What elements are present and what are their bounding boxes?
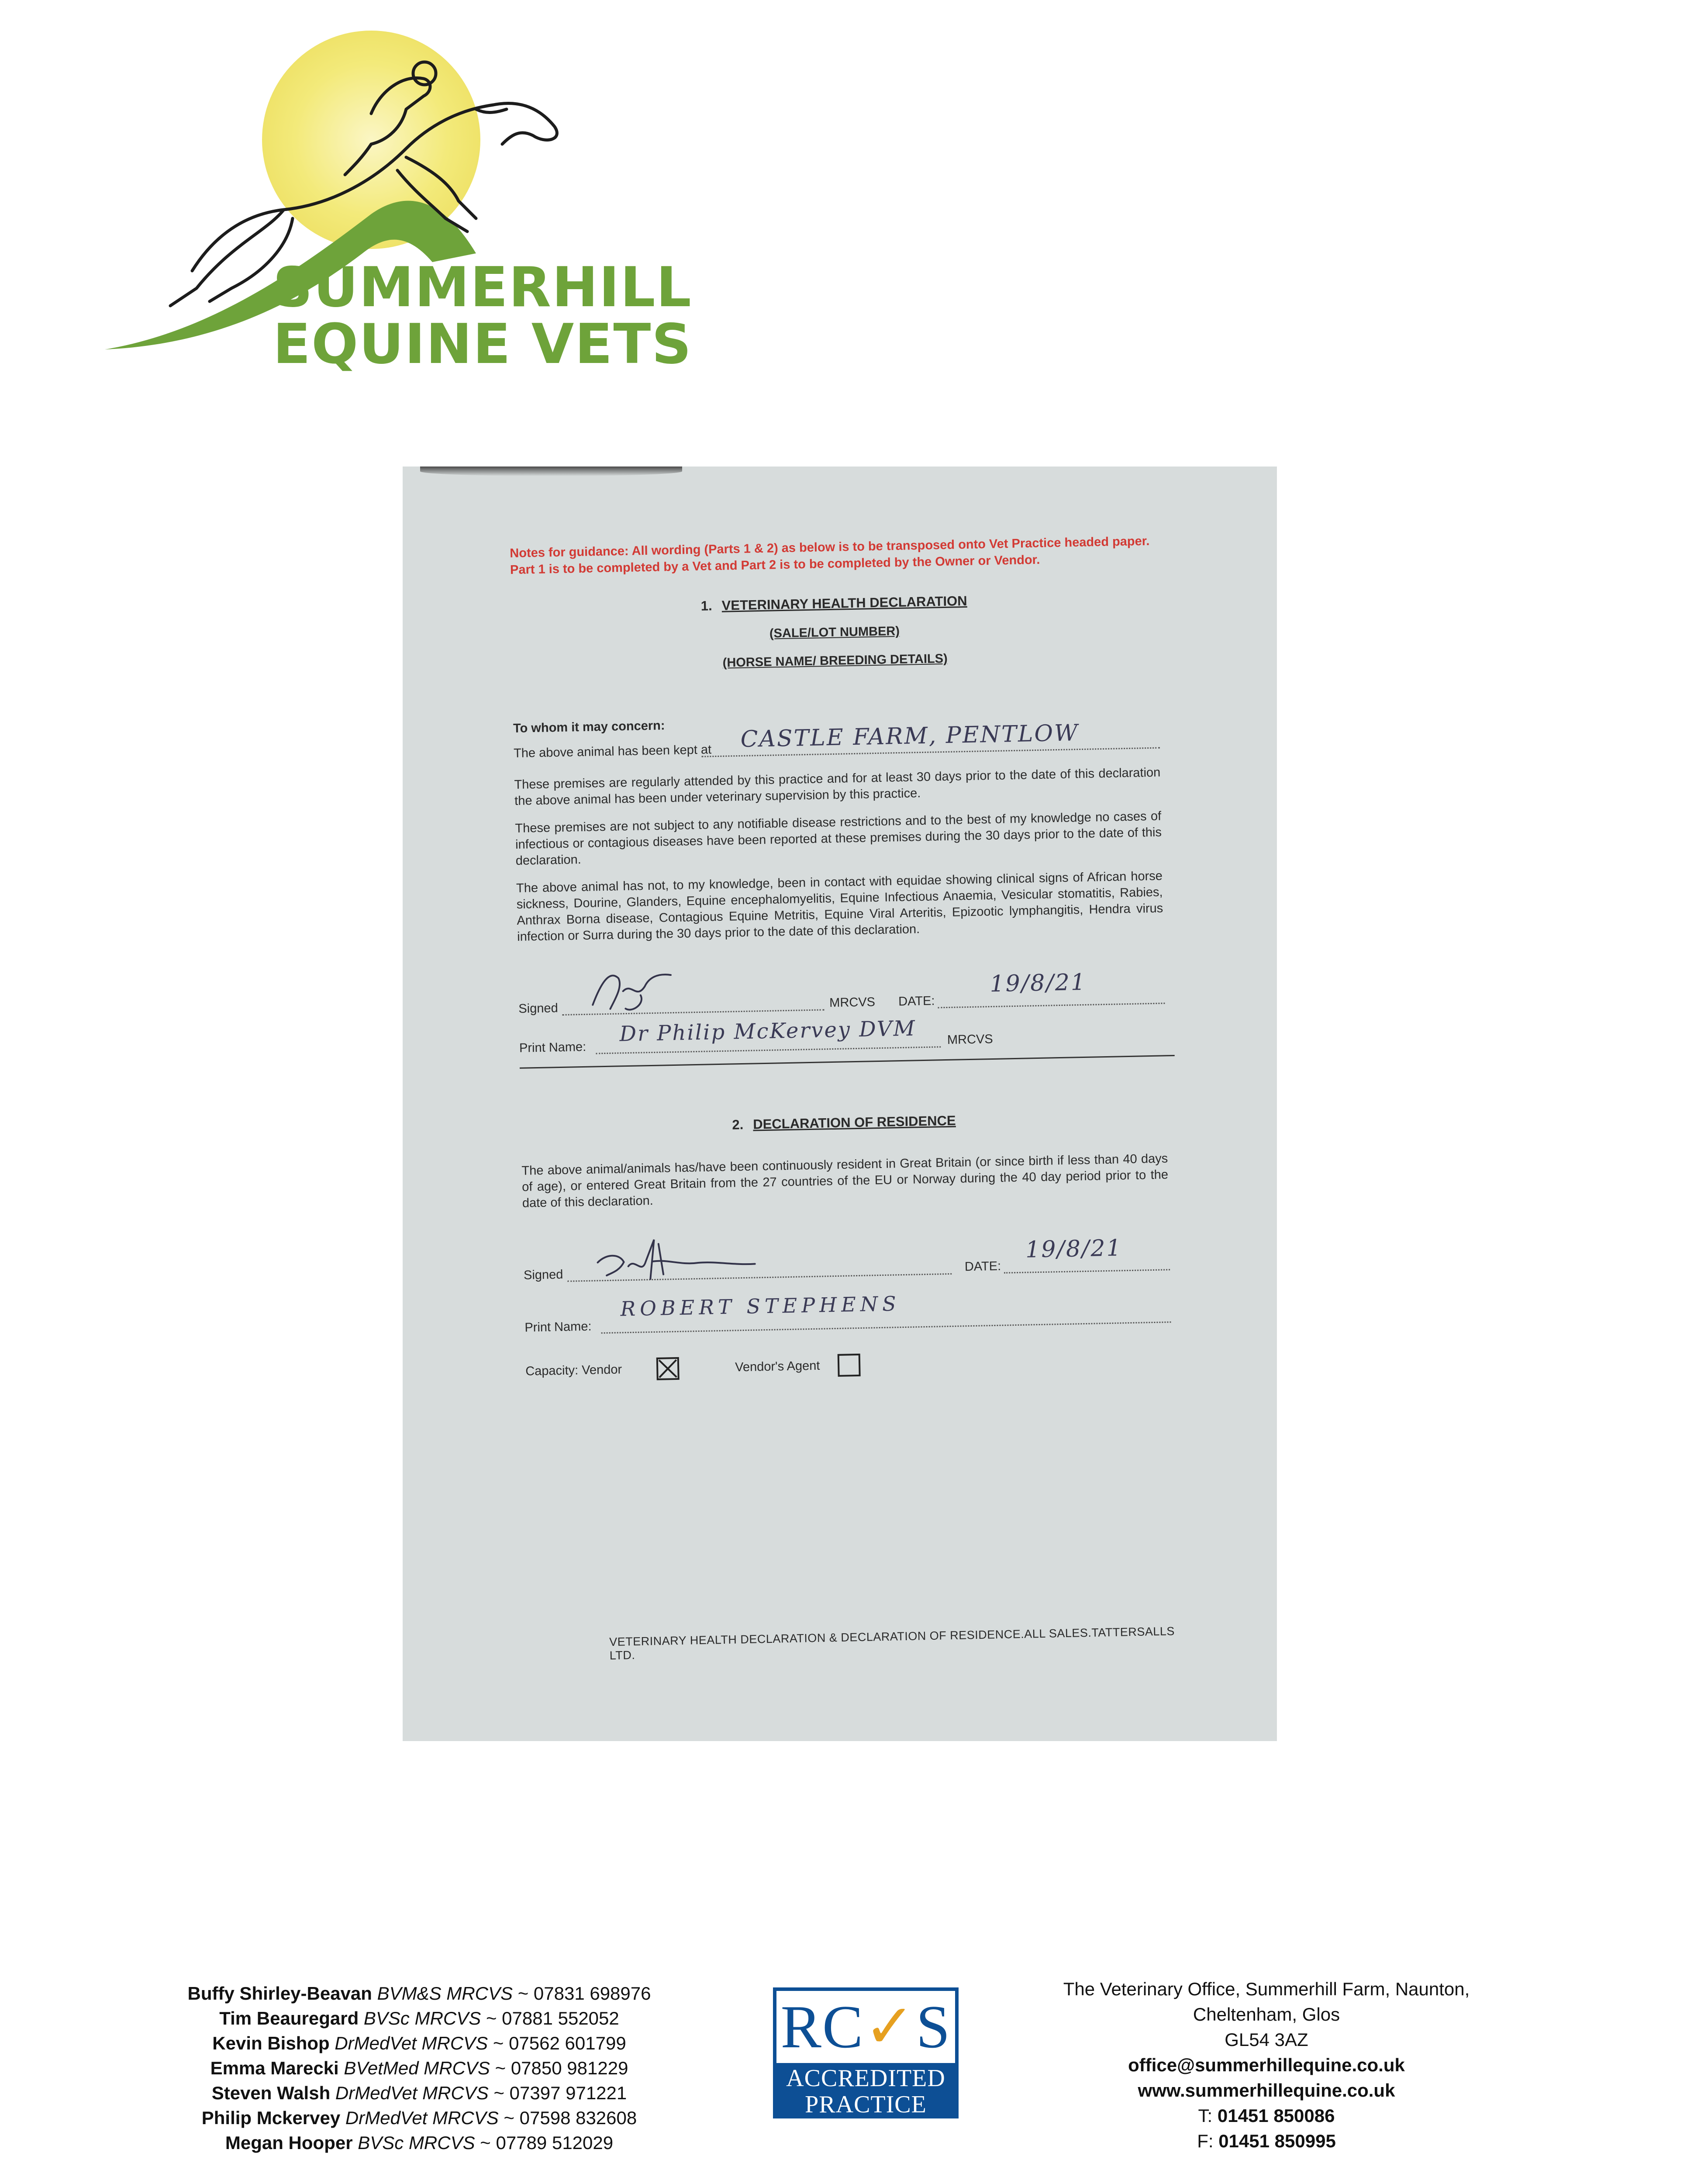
vendors-agent-checkbox[interactable] (838, 1354, 861, 1377)
vet-signature-row (518, 959, 1174, 1024)
vet-signature-image (583, 964, 680, 1018)
practice-contact (1004, 1977, 1528, 2154)
photo-edge-shadow (420, 467, 682, 476)
staff-row: Megan Hooper BVSc MRCVS ~ 07789 512029 (225, 2132, 614, 2153)
section2-title: DECLARATION OF RESIDENCE (752, 1113, 956, 1132)
owner-print-name-row (524, 1282, 1180, 1343)
kept-at-label: The above animal has been kept at (513, 743, 712, 760)
postcode: GL54 3AZ (1225, 2029, 1308, 2050)
vet-print-name-row (519, 1016, 1174, 1063)
mrcvs-label: MRCVS (829, 995, 876, 1010)
vet-date-label: DATE: (898, 994, 935, 1009)
section1-heading (511, 590, 1157, 618)
address-line-1: The Veterinary Office, Summerhill Farm, Naunton, (1063, 1979, 1470, 1999)
to-whom-it-may-concern: To whom it may concern: (513, 719, 665, 736)
fax: F: 01451 850995 (1197, 2131, 1336, 2151)
vet-print-name-value: Dr Philip McKervey DVM (619, 1016, 917, 1047)
staff-row: Steven Walsh DrMedVet MRCVS ~ 07397 971221 (211, 2083, 627, 2103)
telephone: T: 01451 850086 (1198, 2105, 1335, 2126)
section2-heading (521, 1109, 1167, 1137)
section2-number: 2. (732, 1116, 744, 1133)
scanned-declaration-photo (403, 467, 1277, 1741)
vet-date-value: 19/8/21 (989, 969, 1087, 998)
section1-number: 1. (700, 598, 712, 614)
print-name-mrcvs: MRCVS (947, 1032, 993, 1047)
staff-row: Tim Beauregard BVSc MRCVS ~ 07881 552052 (219, 2008, 619, 2028)
paragraph-supervision: These premises are regularly attended by this practice and for at least 30 days prior to the date of this declaration the above animal has been under veterinary supervision by this practice. (514, 765, 1161, 808)
website-link[interactable]: www.summerhillequine.co.uk (1138, 2080, 1395, 2101)
signed-label: Signed (518, 1001, 558, 1016)
vendors-agent-label: Vendor's Agent (735, 1358, 820, 1375)
owner-signature-row (523, 1221, 1179, 1286)
capacity-row (525, 1339, 1180, 1391)
staff-row: Buffy Shirley-Beavan BVM&S MRCVS ~ 07831 698976 (187, 1983, 651, 2004)
vendor-checkbox[interactable] (656, 1357, 680, 1380)
owner-date-value: 19/8/21 (1025, 1235, 1123, 1263)
email-link[interactable]: office@summerhillequine.co.uk (1128, 2055, 1405, 2075)
form-footer: VETERINARY HEALTH DECLARATION & DECLARATION OF RESIDENCE.ALL SALES.TATTERSALLS LTD. (609, 1624, 1175, 1662)
paragraph-residence: The above animal/animals has/have been continuously resident in Great Britain (or since birth if less than 40 days of age), or entered Great Britain from the 27 countries of the EU or Norway during the 40 day period prior to the date of this declaration. (521, 1151, 1169, 1210)
rcvs-subtitle: ACCREDITED PRACTICE (786, 2065, 945, 2118)
owner-date-label: DATE: (964, 1259, 1001, 1274)
rcvs-wordmark: RC✓S (776, 1991, 955, 2063)
owner-signed-label: Signed (523, 1267, 563, 1282)
capacity-vendor-label: Capacity: Vendor (525, 1362, 622, 1379)
logo-line-1: SUMMERHILL (273, 255, 692, 319)
address-line-2: Cheltenham, Glos (1193, 2004, 1340, 2025)
staff-row: Kevin Bishop DrMedVet MRCVS ~ 07562 601799 (212, 2033, 626, 2053)
declaration-form (510, 532, 1187, 1724)
owner-print-name-label: Print Name: (524, 1319, 592, 1335)
owner-print-name-value: ROBERT STEPHENS (620, 1292, 901, 1321)
kept-at-value: CASTLE FARM, PENTLOW (740, 720, 1080, 753)
vet-staff-list (131, 1981, 707, 2155)
paragraph-contact-equidae: The above animal has not, to my knowledge, been in contact with equidae showing clinical signs of African horse sickness, Dourine, Glanders, Equine encephalomyelitis, Equine Infectious Anaemia, Vesicular stomatitis, Rabies, Anthrax Borna disease, Contagious Equine Metritis, Equine Viral Arteritis, Epizootic lymphangitis, Hendra virus infection or Surra during the 30 days prior to the date of this declaration. (516, 869, 1163, 944)
paragraph-disease-restrictions: These premises are not subject to any notifiable disease restrictions and to the best of my knowledge no cases of infectious or contagious diseases have been reported at these premises during the 30 days prior to the date of this declaration. (515, 809, 1162, 868)
sale-lot-number: (SALE/LOT NUMBER) (769, 624, 900, 641)
logo-line-2: EQUINE VETS (273, 312, 693, 376)
rcvs-tick-icon: ✓ (864, 1993, 916, 2061)
guidance-notes: Notes for guidance: All wording (Parts 1 & 2) as below is to be transposed onto Vet Practice headed paper. Part 1 is to be completed by a Vet and Part 2 is to be completed by the Owner or Vendor. (510, 534, 1150, 577)
owner-signature-image (593, 1229, 759, 1289)
print-name-label: Print Name: (519, 1040, 586, 1055)
rcvs-accredited-badge (773, 1987, 959, 2118)
section1-title: VETERINARY HEALTH DECLARATION (721, 593, 967, 613)
staff-row: Philip Mckervey DrMedVet MRCVS ~ 07598 832608 (201, 2108, 637, 2128)
staff-row: Emma Marecki BVetMed MRCVS ~ 07850 981229 (210, 2058, 628, 2078)
horse-name-details: (HORSE NAME/ BREEDING DETAILS) (722, 651, 948, 670)
